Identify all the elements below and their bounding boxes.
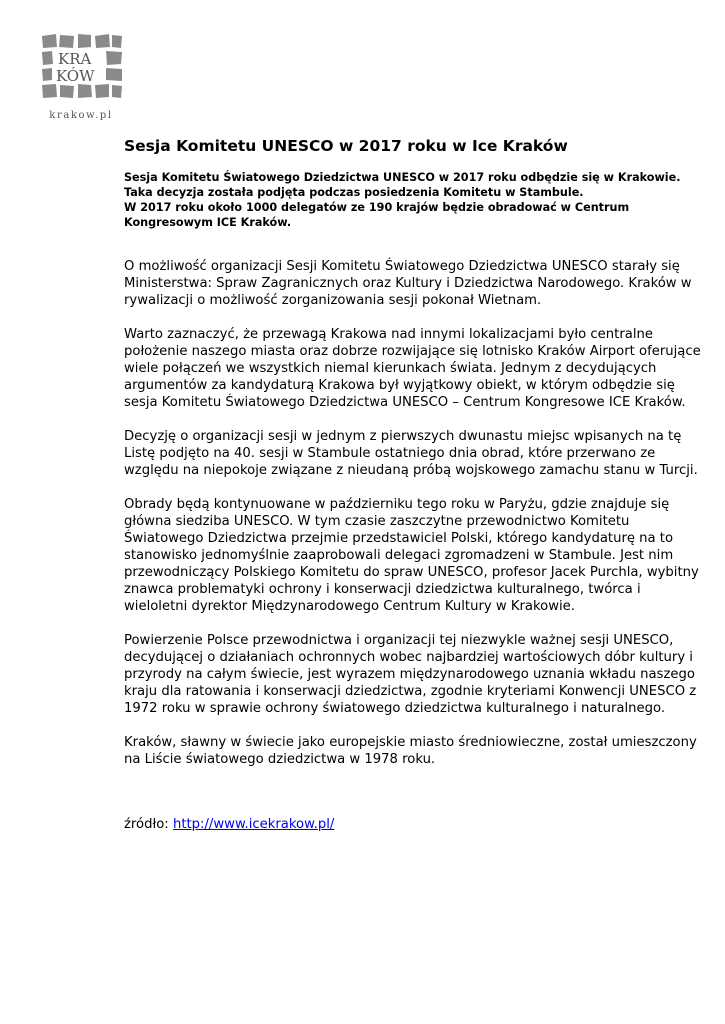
paragraph: Kraków, sławny w świecie jako europejskie miasto średniowieczne, został umieszczony na Liście światowego dziedzictwa w 1978 roku. xyxy=(124,735,697,767)
article xyxy=(124,136,704,833)
source-label: źródło: xyxy=(124,817,169,832)
source-line xyxy=(124,816,704,833)
krakow-logo xyxy=(38,30,124,124)
logo-caption: krakow.pl xyxy=(49,110,113,121)
paragraph: Powierzenie Polsce przewodnictwa i organizacji tej niezwykle ważnej sesji UNESCO, decydującej o działaniach ochronnych wobec najbardziej wartościowych dóbr kultury i przyrody na całym świecie, jest wyrazem międzynarodowego uznania wkładu naszego kraju dla ratowania i konserwacji dziedzictwa, zgodnie kryteriami Konwencji UNESCO z 1972 roku w sprawie ochrony światowego dziedzictwa kulturalnego i naturalnego. xyxy=(124,633,697,716)
logo-line2: KÓW xyxy=(56,67,95,85)
lead-sentence-2: W 2017 roku około 1000 delegatów ze 190 krajów będzie obradować w Centrum Kongresowym ICE Kraków. xyxy=(124,201,630,229)
paragraph: Decyzję o organizacji sesji w jednym z pierwszych dwunastu miejsc wpisanych na tę Listę podjęto na 40. sesji w Stambule ostatniego dnia obrad, które przerwano ze względu na niepokoje związane z nieudaną próbą wojskowego zamachu stanu w Turcji. xyxy=(124,429,698,478)
paragraph: O możliwość organizacji Sesji Komitetu Światowego Dziedzictwa UNESCO starały się Ministerstwa: Spraw Zagranicznych oraz Kultury i Dziedzictwa Narodowego. Kraków w rywalizacji o możliwość zorganizowania sesji pokonał Wietnam. xyxy=(124,259,692,308)
krakow-logo-mark xyxy=(38,30,124,110)
article-lead xyxy=(124,170,704,230)
source-link[interactable]: http://www.icekrakow.pl/ xyxy=(172,817,335,832)
logo-line1: KRA xyxy=(58,50,92,68)
article-title: Sesja Komitetu UNESCO w 2017 roku w Ice Kraków xyxy=(124,137,568,155)
paragraph: Obrady będą kontynuowane w październiku tego roku w Paryżu, gdzie znajduje się główna siedziba UNESCO. W tym czasie zaszczytne przewodnictwo Komitetu Światowego Dziedzictwa przejmie przedstawiciel Polski, którego kandydaturę na to stanowisko jednomyślnie zaaprobowali delegaci zgromadzeni w Stambule. Jest nim przewodniczący Polskiego Komitetu do spraw UNESCO, profesor Jacek Purchla, wybitny znawca problematyki ochrony i konserwacji dziedzictwa kulturalnego, twórca i wieloletni dyrektor Międzynarodowego Centrum Kultury w Krakowie. xyxy=(124,497,699,614)
lead-sentence-1: Sesja Komitetu Światowego Dziedzictwa UNESCO w 2017 roku odbędzie się w Krakowie. Taka decyzja została podjęta podczas posiedzenia Komitetu w Stambule. xyxy=(124,171,681,199)
paragraph: Warto zaznaczyć, że przewagą Krakowa nad innymi lokalizacjami było centralne położenie naszego miasta oraz dobrze rozwijające się lotnisko Kraków Airport oferujące wiele połączeń we wszystkich niemal kierunkach świata. Jednym z decydujących argumentów za kandydaturą Krakowa był wyjątkowy obiekt, w którym odbędzie się sesja Komitetu Światowego Dziedzictwa UNESCO – Centrum Kongresowe ICE Kraków. xyxy=(124,327,701,410)
